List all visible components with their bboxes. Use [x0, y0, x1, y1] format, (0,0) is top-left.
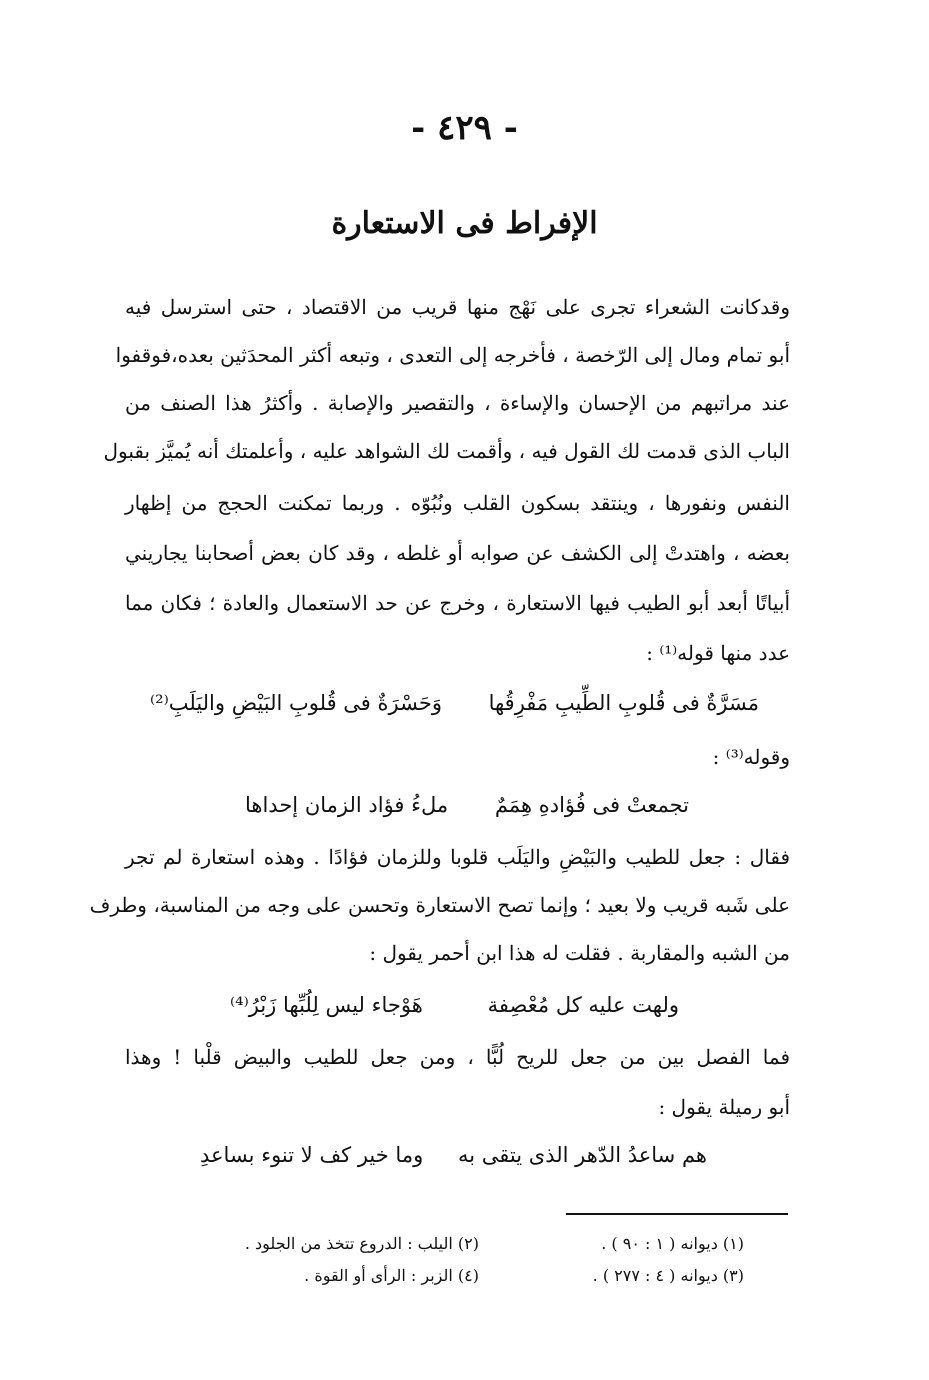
verse-hemistich-second: هَوْجاء ليس لِلُبِّها زَبْرُ⁽⁴⁾: [230, 993, 423, 1017]
paragraph-line: على شَبه قريب ولا بعيد ؛ وإنما تصح الاستعارة وتحسن على وجه من المناسبة، وطرف: [89, 893, 790, 917]
verse-hemistich-first: تجمعتْ فى فُؤادهِ هِمَمٌ: [494, 793, 689, 817]
paragraph-line: أبو تمام ومال إلى الرّخصة ، فأخرجه إلى التعدى ، وتبعه أكثر المحدَثين بعده،فوقفوا: [115, 343, 790, 367]
paragraph-line: الباب الذى قدمت لك القول فيه ، وأقمت لك الشواهد عليه ، وأعلمتك أنه يُميَّز بقبول: [103, 439, 790, 463]
footnote-4: (٤) الزبر : الرأى أو القوة .: [304, 1266, 479, 1285]
paragraph-line: عدد منها قوله⁽¹⁾ :: [646, 641, 790, 665]
paragraph-line: وقدكانت الشعراء تجرى على نَهْج منها قريب من الاقتصاد ، حتى استرسل فيه: [125, 295, 790, 319]
paragraph-line: فقال : جعل للطيب والبَيْضِ واليَلَب قلوبا وللزمان فؤادًا . وهذه استعارة لم تجر: [125, 845, 790, 869]
footnote-divider: [566, 1213, 788, 1215]
verse-hemistich-second: ملءُ فؤاد الزمان إحداها: [245, 793, 449, 817]
verse-hemistich-second: وما خير كف لا تنوء بساعدِ: [200, 1143, 424, 1167]
paragraph-line: وقوله⁽³⁾ :: [712, 745, 790, 769]
verse-hemistich-second: وَحَسْرَةٌ فى قُلوبِ البَيْضِ واليَلَبِ⁽²⁾: [150, 691, 442, 715]
verse-hemistich-first: هم ساعدُ الدّهر الذى يتقى به: [458, 1143, 707, 1167]
paragraph-line: عند مراتبهم من الإحسان والإساءة ، والتقصير والإصابة . وأكثرُ هذا الصنف من: [125, 391, 790, 415]
chapter-title: الإفراط فى الاستعارة: [331, 206, 598, 241]
footnote-2: (٢) اليلب : الدروع تتخذ من الجلود .: [244, 1234, 479, 1253]
footnote-1: (١) ديوانه ( ١ : ٩٠ ) .: [601, 1234, 744, 1253]
paragraph-line: أبياتًا أبعد أبو الطيب فيها الاستعارة ، وخرج عن حد الاستعمال والعادة ؛ فكان مما: [125, 591, 790, 615]
paragraph-line: أبو رميلة يقول :: [658, 1095, 790, 1119]
verse-hemistich-first: ولهت عليه كل مُعْصِفة: [487, 993, 679, 1017]
verse-hemistich-first: مَسَرَّةٌ فى قُلوبِ الطِّيبِ مَفْرِقُها: [488, 691, 759, 715]
page-number: - ٤٢٩ -: [411, 108, 518, 148]
paragraph-line: من الشبه والمقاربة . فقلت له هذا ابن أحمر يقول :: [369, 941, 790, 965]
paragraph-line: النفس ونفورها ، وينتقد بسكون القلب ونُبُوّه . وربما تمكنت الحجج من إظهار: [125, 491, 790, 515]
paragraph-line: فما الفصل بين من جعل للريح لُبًّا ، ومن جعل للطيب والبيض قلْبا ! وهذا: [125, 1045, 790, 1069]
footnote-3: (٣) ديوانه ( ٤ : ٢٧٧ ) .: [592, 1266, 744, 1285]
paragraph-line: بعضه ، واهتدتْ إلى الكشف عن صوابه أو غلطه ، وقد كان بعض أصحابنا يجاريني: [125, 541, 790, 565]
